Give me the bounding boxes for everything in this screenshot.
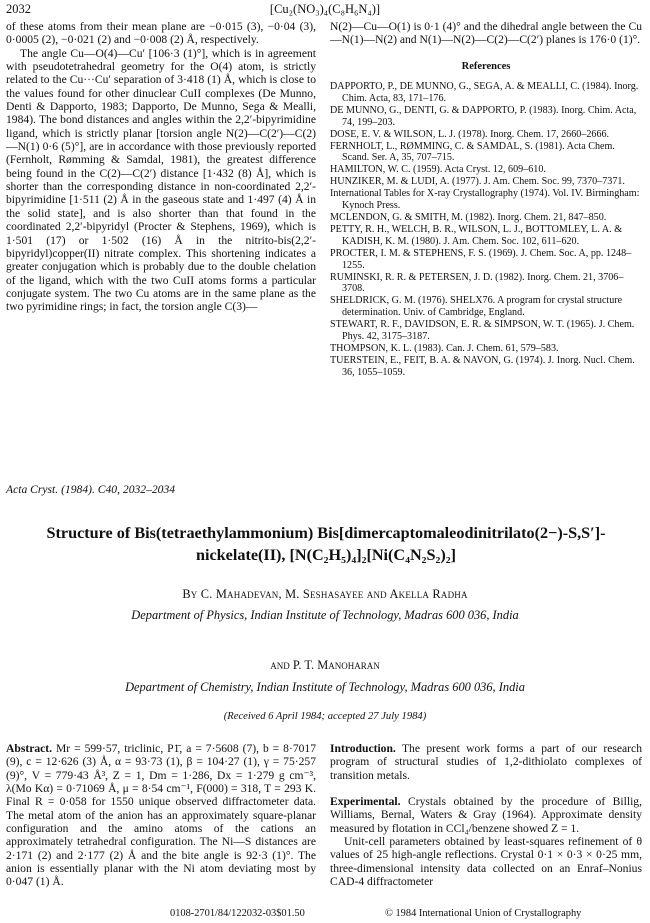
footer-code: 0108-2701/84/122032-03$01.50 [170,908,305,919]
page-header [0,0,650,20]
authors-line-1: By C. Mahadevan, M. Seshasayee and Akella Radha [182,587,468,601]
abstract-heading: Abstract. [6,742,53,755]
reference-item: HAMILTON, W. C. (1959). Acta Cryst. 12, 609–610. [330,164,546,176]
footer-copyright: © 1984 International Union of Crystallography [385,908,582,919]
reference-item: DAPPORTO, P., DE MUNNO, G., SEGA, A. & MEALLI, C. (1984). Inorg. Chim. Acta, 83, 171–176. [330,81,639,104]
reference-item: FERNHOLT, L., RØMMING, C. & SAMDAL, S. (1981). Acta Chem. Scand. Ser. A, 35, 707–715. [330,140,615,164]
introduction-paragraph [330,742,642,782]
abstract-section [6,742,316,889]
article-title-line-1: Structure of Bis(tetraethylammonium) Bis[dimercaptomaleodinitrilato(2−)-S,S′]- [46,524,606,542]
left-paragraph-1: of these atoms from their mean plane are −0·015 (3), −0·04 (3), 0·0005 (2), −0·021 (2) and −0·008 (2) Å, respectively. [6,20,316,47]
affiliation-physics: Department of Physics, Indian Institute of Technology, Madras 600 036, India [131,608,519,622]
experimental-paragraph-2: Unit-cell parameters obtained by least-squares refinement of θ values of 25 high-angle reflections. Crystal 0·1 × 0·3 × 0·25 mm, three-dimensional intensity data collected on an Enraf–Nonius CAD-4 diffractometer [330,835,642,889]
left-column [6,20,316,314]
reference-item: STEWART, R. F., DAVIDSON, E. R. & SIMPSON, W. T. (1965). J. Chem. Phys. 42, 3175–3187. [330,319,635,343]
reference-item: PROCTER, I. M. & STEPHENS, F. S. (1969). J. Chem. Soc. A, pp. 1248–1255. [330,247,632,271]
journal-reference: Acta Cryst. (1984). C40, 2032–2034 [6,483,176,496]
references-list [330,81,642,379]
reference-item: TUERSTEIN, E., FEIT, B. A. & NAVON, G. (1974). J. Inorg. Nucl. Chem. 36, 1055–1059. [330,354,635,378]
introduction-text: The present work forms a part of our research program of structural studies of 1,2-dithiolato complexes of transition metals. [330,742,642,782]
references-heading: References [461,60,511,72]
article-title [16,522,636,566]
intro-experimental-section [330,742,642,888]
affiliation-chemistry: Department of Chemistry, Indian Institute of Technology, Madras 600 036, India [125,680,525,694]
reference-item: SHELDRICK, G. M. (1976). SHELX76. A program for crystal structure determination. Univ. of Cambridge, England. [330,295,623,319]
experimental-heading: Experimental. [330,795,401,809]
reference-item: MCLENDON, G. & SMITH, M. (1982). Inorg. Chem. 21, 847–850. [330,212,607,223]
reference-item: DOSE, E. V. & WILSON, L. J. (1978). Inorg. Chem. 17, 2660–2666. [330,128,610,140]
reference-item: International Tables for X-ray Crystallography (1974). Vol. IV. Birmingham: Kynoch Press. [330,188,640,212]
authors-line-2: and P. T. Manoharan [270,658,380,672]
left-paragraph-2: The angle Cu—O(4)—Cu′ [106·3 (1)°], which is in agreement with pseudotetrahedral geometry for the O(4) atom, is strictly related to the Cu···Cu′ separation of 3·418 (1) Å, which is close to the values found for other dinuclear CuII complexes (De Munno, Denti & Dapporto, 1983; Dapporto, De Munno, Sega & Mealli, 1984). The bond distances and angles within the 2,2′-bipyrimidine ligand, which is strictly planar [torsion angle N(2)—C(2′)—C(2)—N(1) 0·6 (5)°], are in accordance with those previously reported (Fernholt, Rømming & Samdal, 1981), the greatest difference being found in the C(2)—C(2′) distance [1·432 (8) Å], which is shorter than the corresponding distance in non-coordinated 2,2′-bipyrimidine [1·511 (2) Å in the gaseous state and 1·497 (4) Å in the solid state], and is also shorter than that found in the coordinated 2,2′-bipyridyl (Procter & Stephens, 1969), which is 1·501 (17) or 1·502 (16) Å in the nitrito-bis(2,2′-bipyridyl)copper(II) nitrate complex. This shortening indicates a greater conjugation which is probably due to the double chelation of the ligand, which with the two CuII atoms forms a particular conjugate system. The two Cu atoms are in the same plane as the two pyrimidine rings; in fact, the torsion angle C(3)— [6,46,316,314]
reference-item: PETTY, R. H., WELCH, B. R., WILSON, L. J., BOTTOMLEY, L. A. & KADISH, K. M. (1980). J. Am. Chem. Soc. 102, 611–620. [330,223,623,247]
right-column [330,20,642,379]
reference-item: RUMINSKI, R. R. & PETERSEN, J. D. (1982). Inorg. Chem. 21, 3706–3708. [330,271,624,295]
right-paragraph-1: N(2)—Cu—O(1) is 0·1 (4)° and the dihedral angle between the Cu—N(1)—N(2) and N(1)—N(2)—C(2)—C(2′) planes is 176·0 (1)°. [330,20,642,47]
abstract-text: Mr = 599·57, triclinic, P1̄, a = 7·5608 (7), b = 8·7017 (9), c = 12·626 (3) Å, α = 93·73 (1), β = 104·27 (1), γ = 75·257 (9)°, V = 779·43 Å³, Z = 1, Dm = 1·286, Dx = 1·279 g cm⁻³, λ(Mo Kα) = 0·71069 Å, μ = 8·54 cm⁻¹, F(000) = 318, T = 293 K. Final R = 0·058 for 1550 unique observed diffractometer data. The metal atom of the anion has an approximately square-planar configuration and the amino atoms of the cations an approximately tetrahedral configuration. The Ni—S distances are 2·171 (2) and 2·177 (2) Å and the bite angle is 92·3 (1)°. The anion is essentially planar with the Ni atom deviating most by 0·047 (1) Å. [6,742,317,889]
reference-item: HUNZIKER, M. & LUDI, A. (1977). J. Am. Chem. Soc. 99, 7370–7371. [330,176,625,188]
experimental-text: Crystals obtained by the procedure of Billig, Williams, Bernal, Waters & Gray (1964). Approximate density measured by flotation in CCl₄/benzene showed Z = 1. [330,795,642,835]
experimental-paragraph [330,795,642,835]
reference-item: DE MUNNO, G., DENTI, G. & DAPPORTO, P. (1983). Inorg. Chim. Acta, 74, 199–203. [330,104,637,128]
running-title: [Cu₂(NO₃)₄(C₈H₆N₄)] [269,2,381,16]
article-title-line-2: nickelate(II), [N(C₂H₅)₄]₂[Ni(C₄N₂S₂)₂] [195,546,456,564]
abstract-paragraph [6,742,316,889]
page-number: 2032 [6,2,31,16]
introduction-heading: Introduction. [330,742,396,755]
reference-item: THOMPSON, K. L. (1983). Can. J. Chem. 61, 579–583. [330,342,559,354]
received-dates: (Received 6 April 1984; accepted 27 July 1984) [223,711,427,722]
